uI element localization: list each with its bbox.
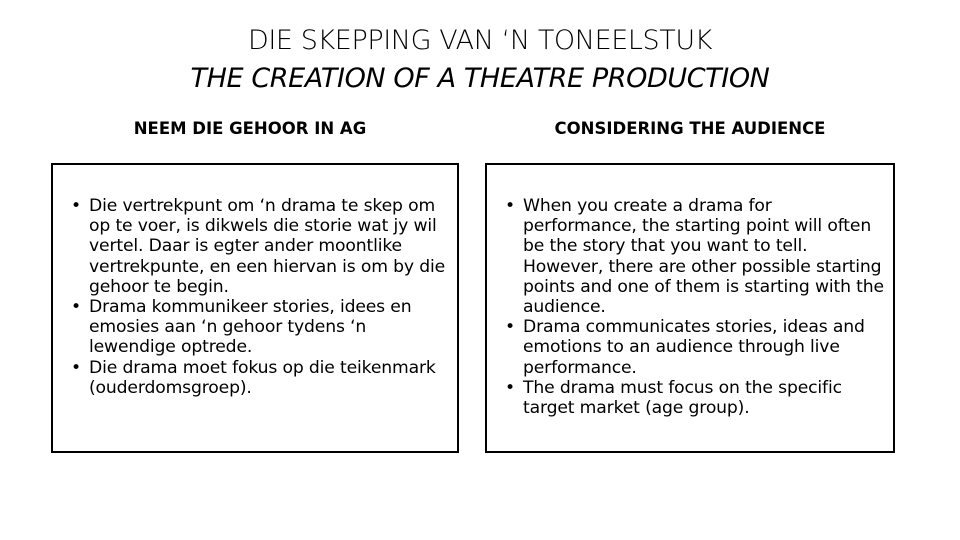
bullet-text: Die drama moet fokus op die teikenmark (ouderdomsgroep). bbox=[89, 357, 436, 398]
bullet-icon: • bbox=[505, 377, 515, 398]
left-column-heading: NEEM DIE GEHOOR IN AG bbox=[133, 119, 367, 138]
list-item bbox=[505, 378, 885, 418]
bullet-text: When you create a drama for performance, the starting point will often be the story that you want to tell. However, there are other possible starting points and one of them is starting with the audience. bbox=[523, 196, 884, 318]
bullet-icon: • bbox=[71, 297, 81, 318]
list-item bbox=[71, 196, 449, 297]
right-bullet-list bbox=[505, 196, 885, 418]
bullet-icon: • bbox=[71, 357, 81, 378]
bullet-icon: • bbox=[505, 317, 515, 338]
bullet-text: Drama kommunikeer stories, idees en emosies aan ‘n gehoor tydens ‘n lewendige optrede. bbox=[89, 297, 412, 358]
bullet-text: The drama must focus on the specific target market (age group). bbox=[523, 377, 842, 419]
bullet-icon: • bbox=[505, 196, 515, 216]
bullet-text: Drama communicates stories, ideas and emotions to an audience through live performance. bbox=[523, 317, 865, 378]
bullet-text: Die vertrekpunt om ‘n drama te skep om op te voer, is dikwels die storie wat jy wil vertel. Daar is egter ander moontlike vertrekpunte, en een hiervan is om by die gehoor te begin. bbox=[89, 196, 446, 297]
list-item bbox=[71, 358, 449, 398]
left-bullet-list bbox=[71, 196, 449, 398]
right-column-heading: CONSIDERING THE AUDIENCE bbox=[554, 119, 826, 138]
slide-title bbox=[0, 22, 960, 98]
title-afrikaans: DIE SKEPPING VAN ‘N TONEELSTUK bbox=[247, 25, 713, 56]
title-english: THE CREATION OF A THEATRE PRODUCTION bbox=[190, 63, 770, 94]
right-text-box bbox=[485, 163, 895, 453]
list-item bbox=[505, 317, 885, 378]
list-item bbox=[71, 297, 449, 358]
left-text-box bbox=[51, 163, 459, 453]
list-item bbox=[505, 196, 885, 317]
bullet-icon: • bbox=[71, 196, 81, 216]
